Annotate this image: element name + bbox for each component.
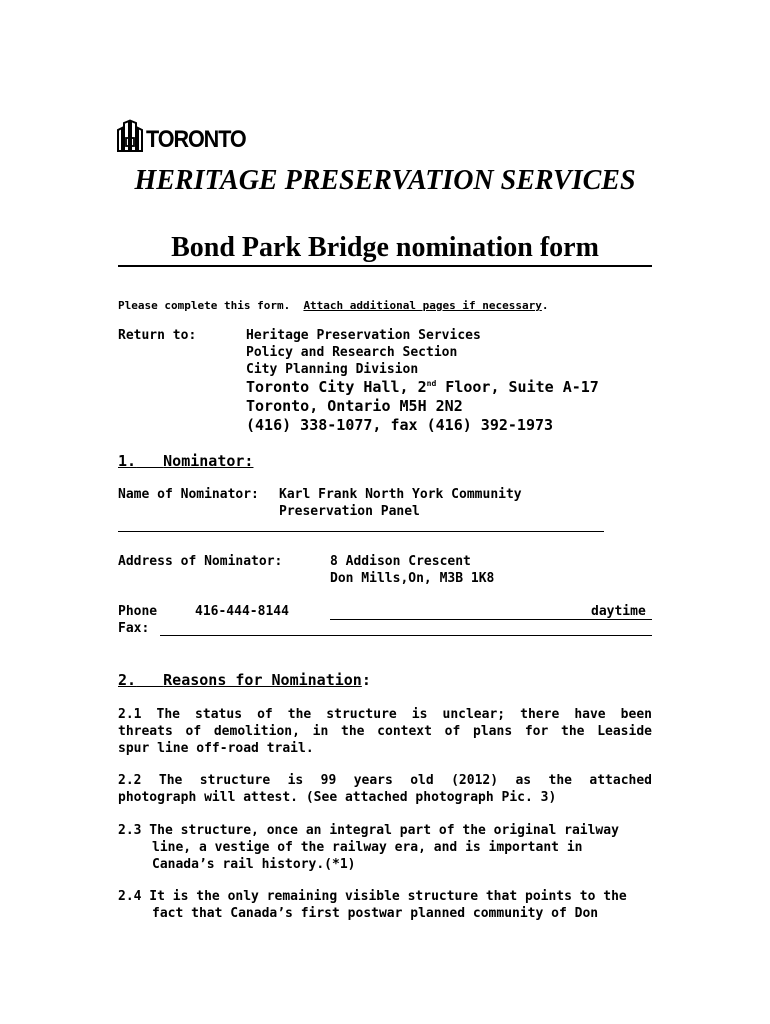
section-1-number: 1. bbox=[118, 452, 137, 470]
reason-2-3-line-2: line, a vestige of the railway era, and is important in bbox=[152, 840, 583, 855]
phone-label: Phone bbox=[118, 604, 158, 619]
return-line-4-sup: nd bbox=[426, 379, 437, 388]
reason-2-1-line-2: threats of demolition, in the context of plans for the Leaside bbox=[118, 724, 652, 739]
return-line-4-post: Floor, Suite A-17 bbox=[436, 378, 599, 396]
nominator-address-line-2: Don Mills,On, M3B 1K8 bbox=[330, 571, 495, 586]
nominator-name-label: Name of Nominator: bbox=[118, 487, 259, 502]
reason-2-1-line-1: 2.1 The status of the structure is unclear; there have been bbox=[118, 707, 652, 722]
toronto-wordmark: TORONTO bbox=[146, 126, 246, 153]
fax-label: Fax: bbox=[118, 621, 150, 636]
form-title: Bond Park Bridge nomination form bbox=[118, 232, 652, 267]
nominator-address-line-1: 8 Addison Crescent bbox=[330, 554, 471, 569]
return-line-6: (416) 338-1077, fax (416) 392-1973 bbox=[246, 416, 554, 434]
name-underline bbox=[118, 531, 604, 532]
toronto-logo bbox=[117, 118, 257, 152]
reason-2-3-line-3: Canada’s rail history.(*1) bbox=[152, 857, 356, 872]
instructions-attach: Attach additional pages if necessary bbox=[303, 299, 542, 312]
return-line-4-pre: Toronto City Hall, 2 bbox=[246, 378, 427, 396]
section-2-title: Reasons for Nomination bbox=[163, 671, 362, 689]
phone-value: 416-444-8144 bbox=[195, 604, 289, 619]
reason-2-2-line-2: photograph will attest. (See attached photograph Pic. 3) bbox=[118, 790, 557, 805]
section-1-title: Nominator: bbox=[163, 452, 254, 470]
reason-2-4-line-2: fact that Canada’s first postwar planned community of Don bbox=[152, 906, 599, 921]
phone-underline bbox=[330, 619, 652, 620]
section-2-heading bbox=[118, 671, 371, 690]
return-to-label: Return to: bbox=[118, 328, 197, 343]
return-line-3: City Planning Division bbox=[246, 362, 419, 377]
return-line-5: Toronto, Ontario M5H 2N2 bbox=[246, 397, 463, 415]
nominator-name-value-1: Karl Frank North York Community bbox=[279, 487, 522, 502]
nominator-address-label: Address of Nominator: bbox=[118, 554, 283, 569]
reason-2-3-line-1: 2.3 The structure, once an integral part of the original railway bbox=[118, 823, 619, 838]
instructions-text: Please complete this form. bbox=[118, 299, 291, 312]
instructions bbox=[118, 297, 548, 314]
instructions-end: . bbox=[541, 299, 549, 312]
toronto-city-hall-icon bbox=[117, 118, 143, 152]
return-line-2: Policy and Research Section bbox=[246, 345, 458, 360]
return-line-4 bbox=[246, 378, 599, 397]
section-2-number: 2. bbox=[118, 671, 137, 689]
agency-name: HERITAGE PRESERVATION SERVICES bbox=[134, 165, 636, 196]
fax-underline bbox=[160, 635, 652, 636]
nominator-name-value-2: Preservation Panel bbox=[279, 504, 420, 519]
return-line-1: Heritage Preservation Services bbox=[246, 328, 481, 343]
reason-2-1-line-3: spur line off-road trail. bbox=[118, 741, 314, 756]
section-2-colon: : bbox=[361, 671, 371, 689]
reason-2-4-line-1: 2.4 It is the only remaining visible structure that points to the bbox=[118, 889, 627, 904]
section-1-heading bbox=[118, 452, 253, 471]
daytime-label: daytime bbox=[591, 604, 646, 619]
reason-2-2-line-1: 2.2 The structure is 99 years old (2012) as the attached bbox=[118, 773, 652, 788]
